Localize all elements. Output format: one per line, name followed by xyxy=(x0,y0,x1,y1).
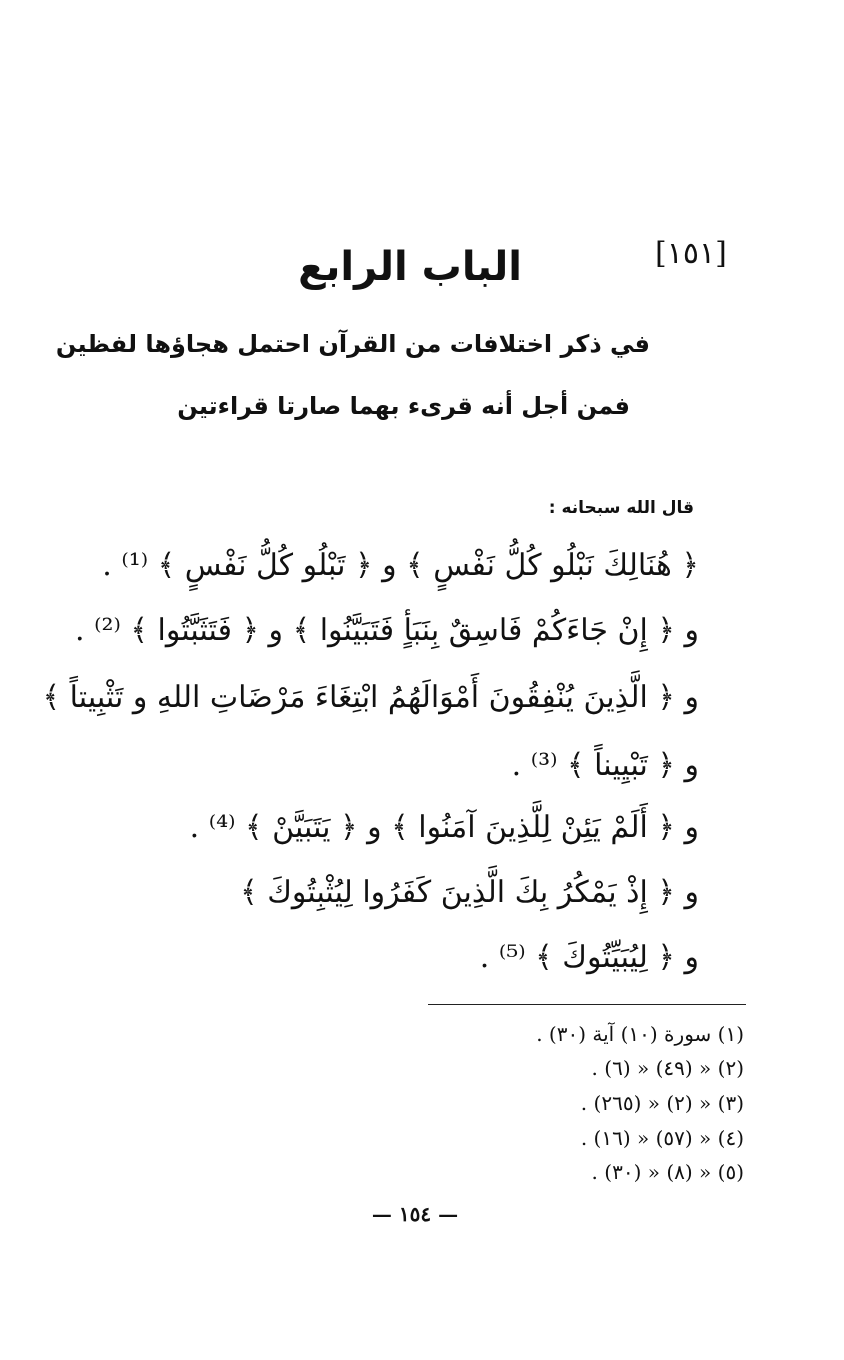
footnote-3: (٣) « (٢) « (٢٦٥) . xyxy=(580,1091,744,1115)
footnote-2: (٢) « (٤٩) « (٦) . xyxy=(591,1056,744,1080)
footnote-1: (١) سورة (١٠) آية (٣٠) . xyxy=(536,1022,744,1046)
section-marker: [١٥١] xyxy=(655,236,727,271)
chapter-subtitle-line-2: فمن أجل أنه قرىء بهما صارتا قراءتين xyxy=(177,392,630,420)
verse-line-6: و ﴿ إِذْ يَمْكُرُ بِكَ الَّذِينَ كَفَرُوا لِيُثْبِتُوكَ ﴾ xyxy=(240,875,699,910)
verse-line-3: و ﴿ الَّذِينَ يُنْفِقُونَ أَمْوَالَهُمُ ابْتِغَاءَ مَرْضَاتِ اللهِ و تَثْبِيتاً ﴾ xyxy=(42,680,699,715)
footnote-4: (٤) « (٥٧) « (١٦) . xyxy=(580,1126,744,1150)
verse-line-1: ﴿ هُنَالِكَ نَبْلُو كُلُّ نَفْسٍ ﴾ و ﴿ تَبْلُو كُلُّ نَفْسٍ ﴾ ⁽¹⁾ . xyxy=(102,548,699,583)
verse-line-7: و ﴿ لِيُبَيِّتُوكَ ﴾ ⁽⁵⁾ . xyxy=(479,940,699,975)
verse-line-2: و ﴿ إِنْ جَاءَكُمْ فَاسِقٌ بِنَبَأٍ فَتَبَيَّنُوا ﴾ و ﴿ فَتَثَبَّتُوا ﴾ ⁽²⁾ . xyxy=(75,613,699,648)
page-number: — ١٥٤ — xyxy=(371,1202,459,1226)
footnote-5: (٥) « (٨) « (٣٠) . xyxy=(591,1160,744,1184)
footnote-divider xyxy=(428,1004,746,1005)
chapter-title: الباب الرابع xyxy=(298,244,522,290)
chapter-subtitle-line-1: في ذكر اختلافات من القرآن احتمل هجاؤها لفظين xyxy=(55,330,650,358)
verse-line-5: و ﴿ أَلَمْ يَئِنْ لِلَّذِينَ آمَنُوا ﴾ و ﴿ يَتَبَيَّنْ ﴾ ⁽⁴⁾ . xyxy=(189,810,699,845)
verse-line-4: و ﴿ تَبْيِيناً ﴾ ⁽³⁾ . xyxy=(511,748,699,783)
intro-text: قال الله سبحانه : xyxy=(548,498,694,518)
